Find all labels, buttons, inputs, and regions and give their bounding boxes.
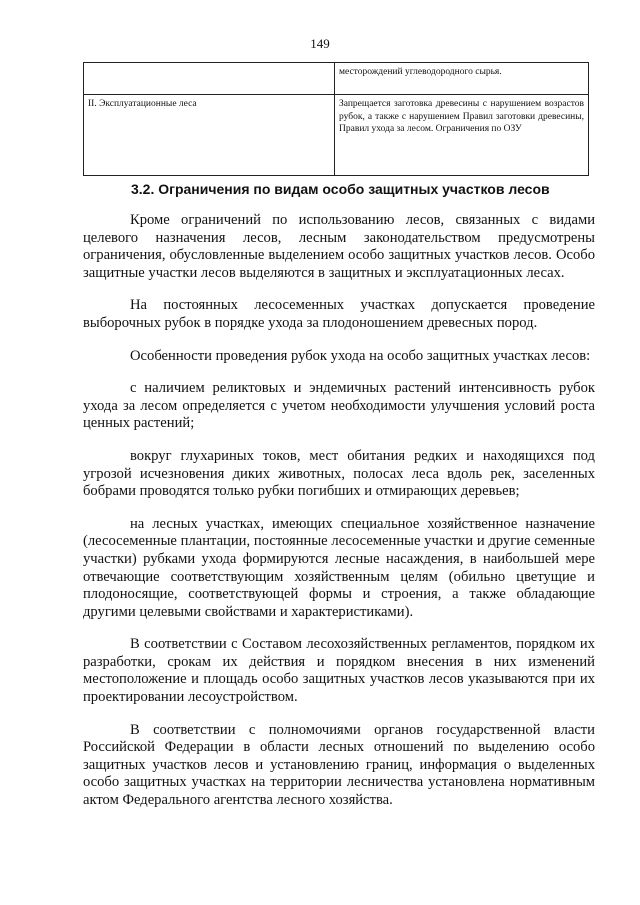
paragraph: на лесных участках, имеющих специальное хозяйственное назначение (лесосеменные плантации, постоянные лесосеменные участки и другие семенные участки) рубками ухода формируются лесные насаждения, в наибольшей мере отвечающие соответствующим хозяйственным целям (обильно цветущие и плодоносящие, соответствующей формы и строения, а также обладающие другими целевыми свойствами и характеристиками).: [83, 515, 595, 620]
table-cell-category: II. Эксплуатационные леса: [84, 95, 335, 176]
paragraph: На постоянных лесосеменных участках допускается проведение выборочных рубок в порядке ухода за плодоношением древесных пород.: [83, 297, 595, 331]
paragraph: Особенности проведения рубок ухода на особо защитных участках лесов:: [130, 347, 591, 364]
table-cell-restriction: Запрещается заготовка древесины с нарушением возрастов рубок, а также с нарушением Правил заготовки древесины, Правил ухода за лесом. Ограничения по ОЗУ: [335, 95, 589, 176]
paragraph: Кроме ограничений по использованию лесов, связанных с видами целевого назначения лесов, лесным законодательством предусмотрены ограничения, обусловленные выделением особо защитных участков лесов. Особо защитные участки лесов выделяются в защитных и эксплуатационных лесах.: [83, 212, 595, 281]
paragraph: В соответствии с Составом лесохозяйственных регламентов, порядком их разработки, срокам их действия и порядком внесения в них изменений местоположение и площадь особо защитных участков лесов указываются при их проектировании лесоустройством.: [83, 636, 595, 706]
page-number: 149: [310, 36, 330, 51]
table-cell-category: [84, 63, 335, 95]
paragraph: В соответствии с полномочиями органов государственной власти Российской Федерации в области лесных отношений по выделению особо защитных участков лесов и установлению границ, информация о выделенных особо защитных участках на территории лесничества установлена нормативным актом Федерального агентства лесного хозяйства.: [83, 721, 595, 809]
paragraph: с наличием реликтовых и эндемичных растений интенсивность рубок ухода за лесом определяется с учетом необходимости улучшения условий роста ценных растений;: [83, 380, 595, 432]
body-text: [83, 212, 595, 825]
section-title: 3.2. Ограничения по видам особо защитных участков лесов: [131, 181, 550, 197]
table-row: [84, 95, 589, 176]
table-row: [84, 63, 589, 95]
paragraph: вокруг глухариных токов, мест обитания редких и находящихся под угрозой исчезновения диких животных, полосах леса вдоль рек, заселенных бобрами проводятся только рубки погибших и отмирающих деревьев;: [83, 447, 595, 500]
table-cell-restriction: месторождений углеводородного сырья.: [335, 63, 589, 95]
restrictions-table: [83, 62, 589, 176]
